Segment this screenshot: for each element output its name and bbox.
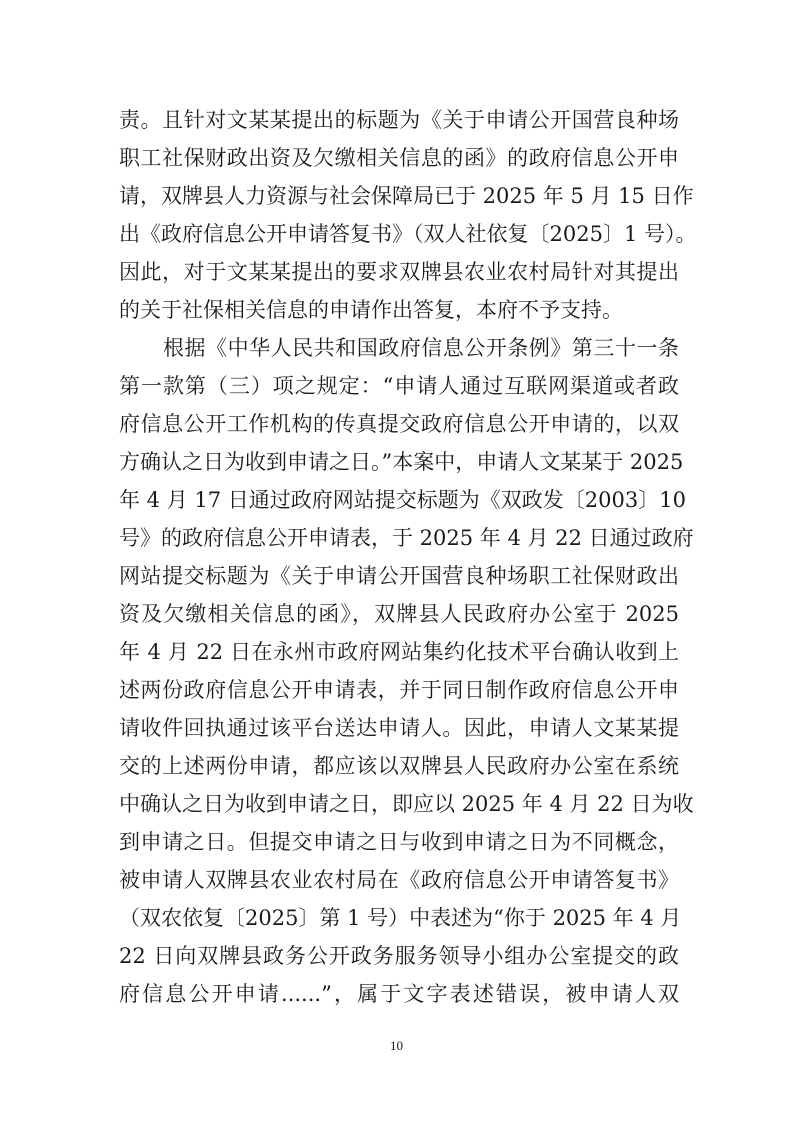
text-line: 请收件回执通过该平台送达申请人。因此，申请人文某某提	[119, 716, 679, 740]
text-line: 被申请人双牌县农业农村局在《政府信息公开申请答复书》	[119, 868, 679, 892]
text-line: 出《政府信息公开申请答复书》（双人社依复〔2025〕1 号）。	[119, 222, 697, 246]
text-line: 府信息公开申请......”，属于文字表述错误，被申请人双	[119, 982, 679, 1006]
text-line: 述两份政府信息公开申请表，并于同日制作政府信息公开申	[119, 678, 679, 702]
text-line: 方确认之日为收到申请之日。”本案中，申请人文某某于 2025	[119, 450, 684, 474]
text-line: 因此，对于文某某提出的要求双牌县农业农村局针对其提出	[119, 260, 679, 284]
paragraph-first-line: 根据《中华人民共和国政府信息公开条例》第三十一条	[163, 336, 679, 360]
text-line: 责。且针对文某某提出的标题为《关于申请公开国营良种场	[119, 108, 679, 132]
text-line: 号》的政府信息公开申请表，于 2025 年 4 月 22 日通过政府	[119, 526, 694, 550]
text-line: 第一款第（三）项之规定：“申请人通过互联网渠道或者政	[119, 374, 679, 398]
text-line: 的关于社保相关信息的申请作出答复，本府不予支持。	[119, 298, 623, 322]
text-line: 年 4 月 22 日在永州市政府网站集约化技术平台确认收到上	[119, 640, 679, 664]
text-line: 交的上述两份申请，都应该以双牌县人民政府办公室在系统	[119, 754, 679, 778]
text-line: 年 4 月 17 日通过政府网站提交标题为《双政发〔2003〕10	[119, 488, 686, 512]
text-line: 网站提交标题为《关于申请公开国营良种场职工社保财政出	[119, 564, 679, 588]
text-line: 到申请之日。但提交申请之日与收到申请之日为不同概念，	[119, 830, 679, 854]
text-line: 职工社保财政出资及欠缴相关信息的函》的政府信息公开申	[119, 146, 679, 170]
text-line: 请，双牌县人力资源与社会保障局已于 2025 年 5 月 15 日作	[119, 184, 694, 208]
text-line: 资及欠缴相关信息的函》，双牌县人民政府办公室于 2025	[119, 602, 679, 626]
text-line: （双农依复〔2025〕第 1 号）中表述为“你于 2025 年 4 月	[119, 906, 682, 930]
text-line: 府信息公开工作机构的传真提交政府信息公开申请的，以双	[119, 412, 679, 436]
text-line: 中确认之日为收到申请之日，即应以 2025 年 4 月 22 日为收	[119, 792, 694, 816]
page-number: 10	[390, 1038, 403, 1053]
text-line: 22 日向双牌县政务公开政务服务领导小组办公室提交的政	[119, 944, 679, 968]
